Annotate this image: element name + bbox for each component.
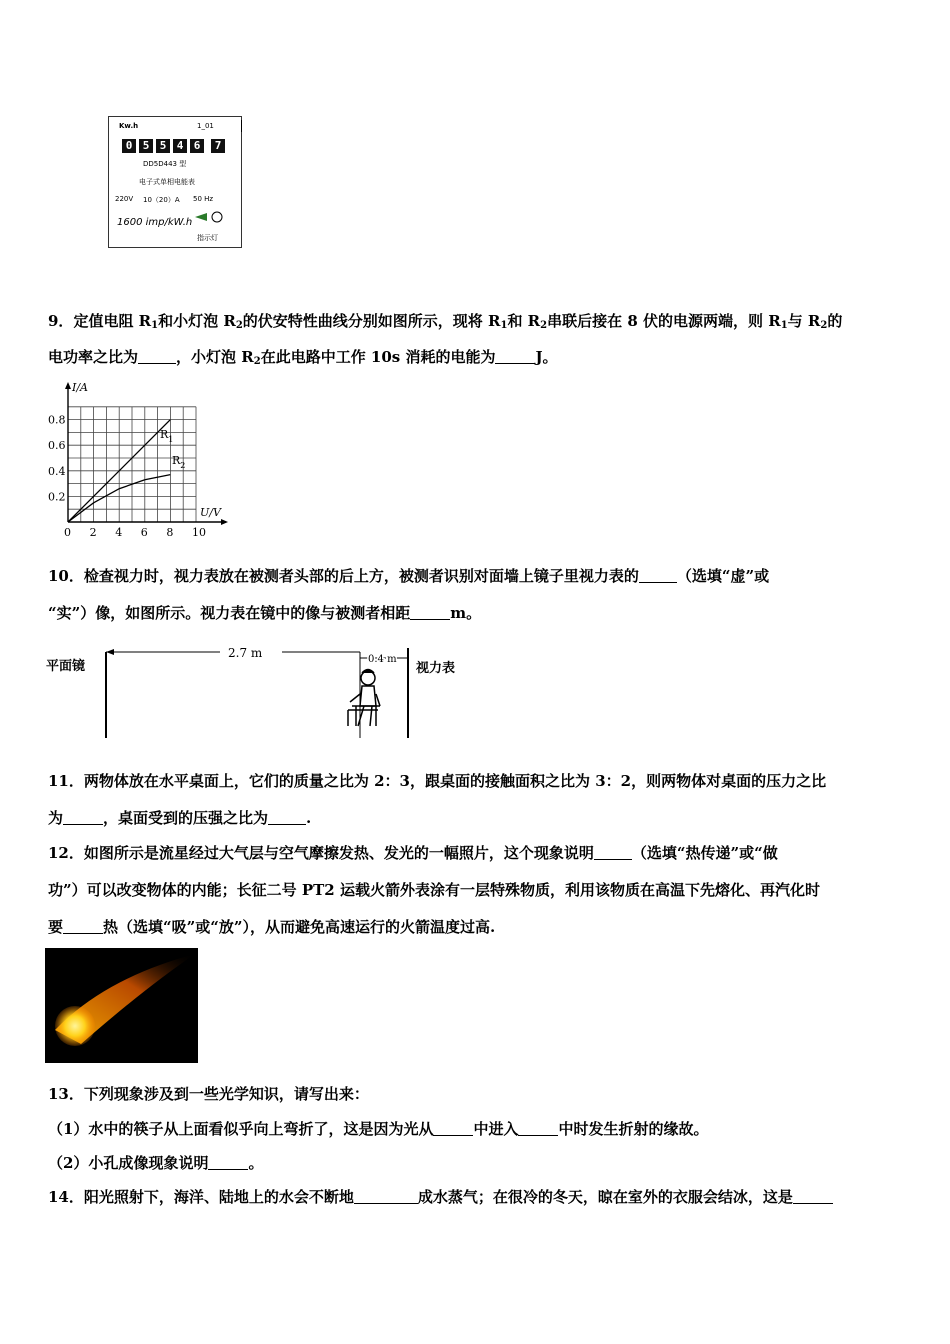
x-tick-label: 2 <box>89 526 97 538</box>
question-12-line-1 <box>48 843 778 863</box>
answer-blank[interactable] <box>138 349 176 364</box>
subscript: 1 <box>500 320 508 331</box>
question-number: 14． <box>48 1188 84 1206</box>
text: 中时发生折射的缘故。 <box>558 1120 709 1138</box>
eye-chart-label: 视力表 <box>416 661 456 676</box>
text: 电功率之比为 <box>48 348 139 366</box>
question-10-line-2 <box>48 603 481 623</box>
meteor-glow-image <box>45 948 198 1063</box>
text: 和小灯泡 R <box>158 312 236 330</box>
r1-subscript: 1 <box>168 435 174 444</box>
text: . <box>306 809 312 827</box>
x-tick-label: 10 <box>192 526 206 538</box>
eye-test-mirror-figure <box>42 642 482 740</box>
answer-blank[interactable] <box>208 1155 248 1170</box>
subscript: 2 <box>540 320 548 331</box>
text: 为 <box>48 809 64 827</box>
iv-characteristic-graph <box>42 380 242 538</box>
text: “实”）像，如图所示。视力表在镜中的像与被测者相距 <box>48 604 411 622</box>
text: 中进入 <box>473 1120 519 1138</box>
text: 热（选填“吸”或“放”），从而避免高速运行的火箭温度过高. <box>103 918 496 936</box>
y-tick-label: 0.2 <box>48 490 66 504</box>
meter-digit: 5 <box>138 138 154 154</box>
text: 的伏安特性曲线分别如图所示，现将 R <box>242 312 501 330</box>
y-axis-label: I/A <box>72 381 88 394</box>
text: J。 <box>535 348 558 366</box>
text: 功”）可以改变物体的内能；长征二号 PT2 运载火箭外表涂有一层特殊物质，利用该物质在高温下先熔化、再汽化时 <box>48 881 820 899</box>
meter-top-right: 1_01 <box>197 122 214 130</box>
graph-axes <box>65 382 228 525</box>
text: （2）小孔成像现象说明 <box>48 1154 209 1172</box>
text: 阳光照射下，海洋、陆地上的水会不断地 <box>83 1188 354 1206</box>
question-number: 11． <box>48 772 84 790</box>
meter-digit: 5 <box>155 138 171 154</box>
meter-current: 10（20）A <box>143 196 180 204</box>
seated-person-icon <box>348 670 380 727</box>
meter-unit: Kw.h <box>119 122 139 130</box>
question-number: 10． <box>48 567 84 585</box>
subscript: 1 <box>780 320 788 331</box>
question-number: 9． <box>48 312 74 330</box>
subscript: 2 <box>235 320 243 331</box>
y-tick-label: 0.4 <box>48 464 66 478</box>
answer-blank[interactable] <box>518 1121 558 1136</box>
x-axis-label: U/V <box>200 506 221 519</box>
answer-blank[interactable] <box>63 810 103 825</box>
question-14-line-1 <box>48 1187 833 1207</box>
question-10-line-1 <box>48 566 769 586</box>
x-axis-arrow <box>221 519 228 525</box>
text: 要 <box>48 918 64 936</box>
text: 定值电阻 R <box>73 312 152 330</box>
meter-digit: 6 <box>189 138 205 154</box>
r1-letter: R <box>160 428 169 441</box>
indicator-light-icon <box>193 209 237 227</box>
y-tick-label: 0.8 <box>48 413 66 427</box>
subscript: 2 <box>820 320 828 331</box>
text: 串联后接在 8 伏的电源两端，则 R <box>547 312 781 330</box>
text: （选填“虚”或 <box>676 567 770 585</box>
answer-blank[interactable] <box>433 1121 473 1136</box>
meter-imp-constant: 1600 imp/kW.h <box>117 217 193 228</box>
y-tick-label: 0.6 <box>48 439 66 453</box>
question-number: 13． <box>48 1085 84 1103</box>
question-13-line-2 <box>48 1119 708 1139</box>
distance-2-7m: 2.7 m <box>228 646 263 660</box>
answer-blank[interactable] <box>639 568 677 583</box>
answer-blank[interactable] <box>268 810 306 825</box>
text: （1）水中的筷子从上面看似乎向上弯折了，这是因为光从 <box>48 1120 434 1138</box>
text: 。 <box>248 1154 264 1172</box>
meter-digit: 4 <box>172 138 188 154</box>
electricity-meter-image <box>108 116 242 248</box>
r1-label <box>160 428 173 444</box>
answer-blank[interactable] <box>594 845 632 860</box>
r2-subscript: 2 <box>180 461 186 470</box>
question-9-line-2 <box>48 347 558 372</box>
text: 成水蒸气；在很冷的冬天，晾在室外的衣服会结冰，这是 <box>417 1188 793 1206</box>
r2-letter: R <box>172 454 181 467</box>
text: 和 R <box>507 312 541 330</box>
text: 如图所示是流星经过大气层与空气摩擦发热、发光的一幅照片，这个现象说明 <box>83 844 594 862</box>
question-9-line-1 <box>48 311 842 336</box>
meter-edge-mark <box>241 120 242 132</box>
meter-decimal-digit: 7 <box>210 138 226 154</box>
meter-frequency: 50 Hz <box>193 195 214 203</box>
arrowhead-left <box>106 649 114 655</box>
meter-voltage: 220V <box>115 195 134 203</box>
x-tick-label: 8 <box>166 526 174 538</box>
meter-model: DD5D443 型 <box>143 160 187 168</box>
meter-indicator-label: 指示灯 <box>197 234 218 242</box>
mirror-label: 平面镜 <box>46 659 86 674</box>
question-12-line-2 <box>48 880 820 900</box>
question-number: 12． <box>48 844 84 862</box>
text: 的 <box>827 312 843 330</box>
answer-blank[interactable] <box>410 605 450 620</box>
meteor-photo <box>45 948 198 1063</box>
text: ，小灯泡 R <box>176 348 254 366</box>
question-12-line-3 <box>48 917 495 937</box>
question-11-line-2 <box>48 808 311 828</box>
x-tick-label: 6 <box>140 526 148 538</box>
text: m。 <box>450 604 482 622</box>
answer-blank[interactable] <box>793 1189 833 1204</box>
text: ，桌面受到的压强之比为 <box>103 809 269 827</box>
subscript: 2 <box>253 356 261 367</box>
text: （选填“热传递”或“做 <box>631 844 778 862</box>
question-11-line-1 <box>48 771 826 791</box>
question-13-line-1 <box>48 1084 369 1104</box>
text: 在此电路中工作 10s 消耗的电能为 <box>260 348 496 366</box>
subscript: 1 <box>151 320 159 331</box>
x-tick-label: 4 <box>115 526 123 538</box>
y-axis-arrow <box>65 382 71 389</box>
text: 与 R <box>787 312 821 330</box>
answer-blank[interactable] <box>63 919 103 934</box>
meter-digits <box>121 138 227 154</box>
text: 下列现象涉及到一些光学知识，请写出来： <box>83 1085 369 1103</box>
answer-blank[interactable] <box>354 1189 418 1204</box>
question-13-line-3 <box>48 1153 263 1173</box>
meter-name: 电子式单相电能表 <box>139 178 195 186</box>
text: 两物体放在水平桌面上，它们的质量之比为 2：3，跟桌面的接触面积之比为 3：2，则两物体对桌面的压力之比 <box>83 772 827 790</box>
answer-blank[interactable] <box>495 349 535 364</box>
x-tick-label: 0 <box>64 526 71 538</box>
text: 检查视力时，视力表放在被测者头部的后上方，被测者识别对面墙上镜子里视力表的 <box>83 567 639 585</box>
distance-0-4m: 0.4 m <box>368 654 397 665</box>
meter-digit: 0 <box>121 138 137 154</box>
